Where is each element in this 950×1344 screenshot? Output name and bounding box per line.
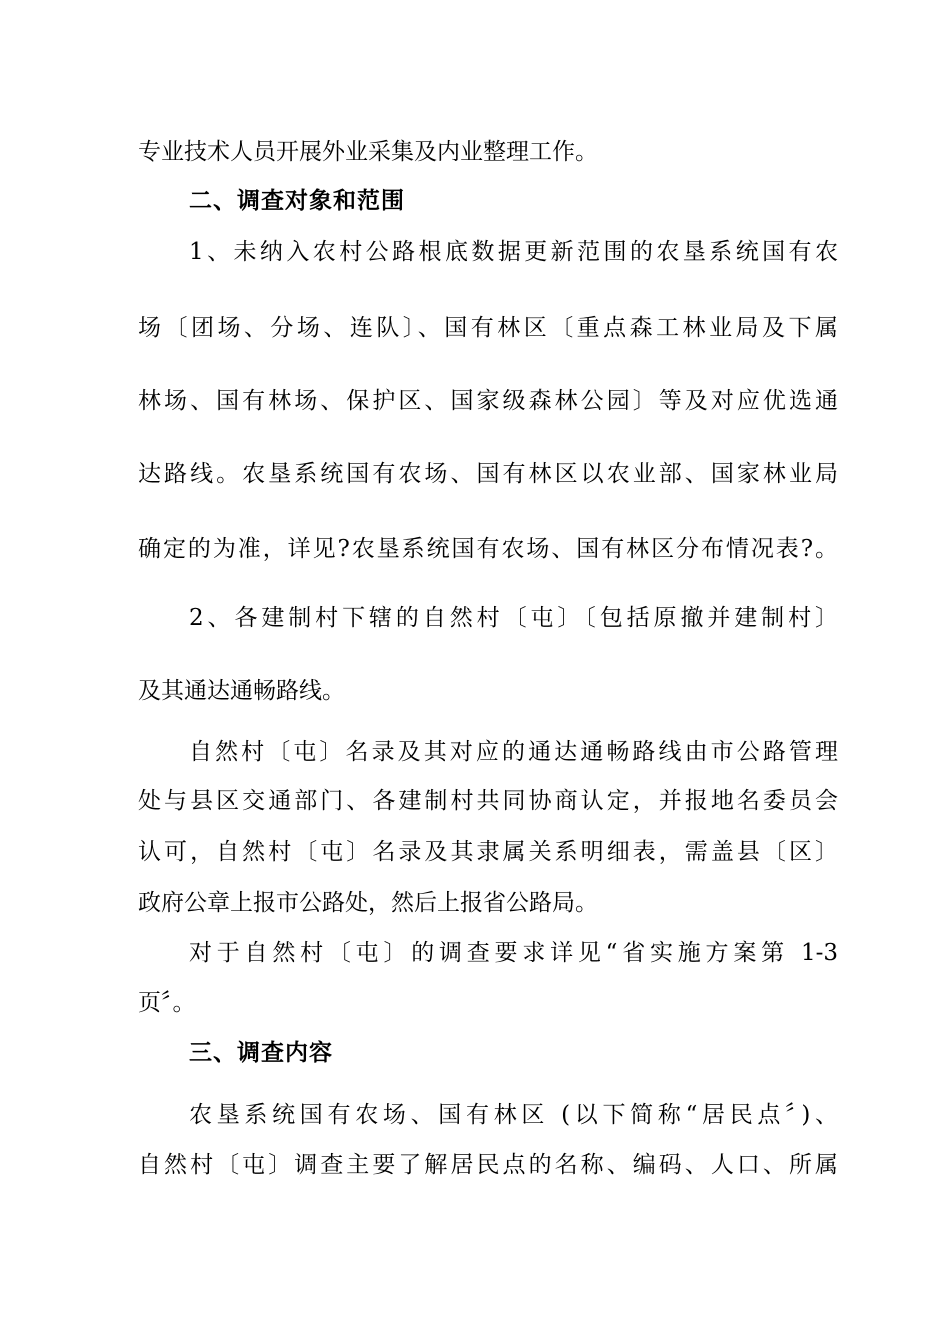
paragraph-line: 政府公章上报市公路处，然后上报省公路局。 <box>138 890 598 916</box>
section-heading: 二、调查对象和范围 <box>189 188 405 214</box>
paragraph-line: 农垦系统国有农场、国有林区 (以下简称“居民点〞)、 <box>189 1102 838 1128</box>
paragraph-line: 对于自然村〔屯〕的调查要求详见“省实施方案第 1-3 <box>189 940 838 966</box>
paragraph-line: 2、各建制村下辖的自然村〔屯〕〔包括原撤并建制村〕 <box>189 605 838 631</box>
paragraph-line: 自然村〔屯〕名录及其对应的通达通畅路线由市公路管理 <box>189 739 838 765</box>
paragraph-line: 页〞。 <box>138 990 196 1016</box>
paragraph-line: 认可，自然村〔屯〕名录及其隶属关系明细表，需盖县〔区〕 <box>138 839 838 865</box>
paragraph-line: 及其通达通畅路线。 <box>138 678 345 704</box>
paragraph-line: 自然村〔屯〕调查主要了解居民点的名称、编码、人口、所属 <box>138 1152 838 1178</box>
section-heading: 三、调查内容 <box>189 1040 333 1066</box>
paragraph-line: 处与县区交通部门、各建制村共同协商认定，并报地名委员会 <box>138 788 838 814</box>
paragraph-line: 确定的为准，详见?农垦系统国有农场、国有林区分布情况表?。 <box>138 536 838 562</box>
paragraph-line: 1、未纳入农村公路根底数据更新范围的农垦系统国有农 <box>189 239 838 265</box>
paragraph-line: 专业技术人员开展外业采集及内业整理工作。 <box>138 139 598 165</box>
paragraph-line: 场〔团场、分场、连队〕、国有林区〔重点森工林业局及下属 <box>138 315 838 341</box>
paragraph-line: 林场、国有林场、保护区、国家级森林公园〕等及对应优选通 <box>138 388 838 414</box>
paragraph-line: 达路线。农垦系统国有农场、国有林区以农业部、国家林业局 <box>138 461 838 487</box>
